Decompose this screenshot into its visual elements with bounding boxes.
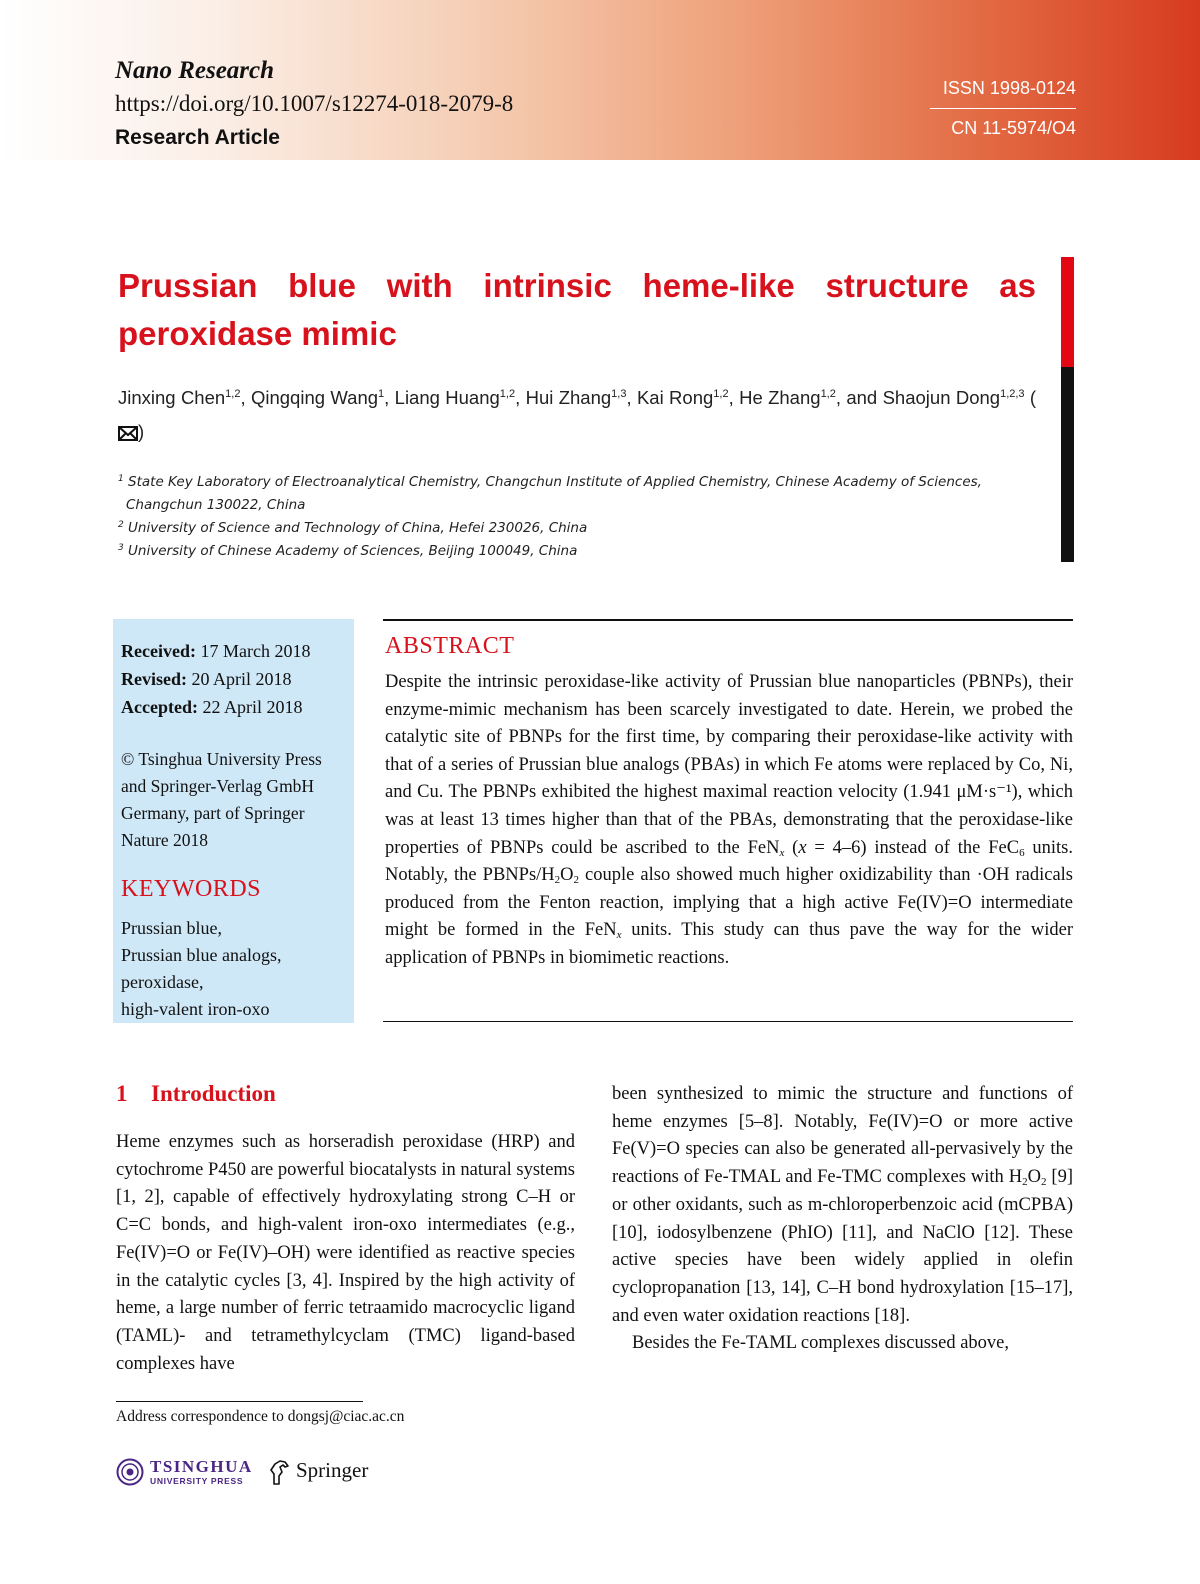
abstract-top-rule bbox=[383, 619, 1073, 621]
cn-number: CN 11-5974/O4 bbox=[951, 118, 1076, 138]
intro-right-column: been synthesized to mimic the structure and functions of heme enzymes [5–8]. Notably, Fe(IV)=O or more active Fe(V)=O species can also be generated all-pervasively by the reactions of Fe-TMAL and Fe-TMC complexes with $H_2O_2$ [9] or other oxidants, such as m-chloroperbenzoic acid (mCPBA) [10], iodosylbenzene (PhIO) [11], and NaClO [12]. These active species have been widely applied in olefin cyclopropanation [13, 14], C–H bond hydroxylation [15–17], and even water oxidation reactions [18]. Besides the Fe-TAML complexes discussed above, bbox=[612, 1084, 1073, 1354]
author: Hui Zhang bbox=[525, 387, 612, 408]
journal-header bbox=[0, 0, 1200, 160]
abstract-heading: ABSTRACT bbox=[385, 633, 515, 659]
side-accent-black bbox=[1061, 367, 1074, 562]
abstract-bottom-rule bbox=[383, 1021, 1073, 1022]
issn: ISSN 1998-0124 bbox=[942, 78, 1076, 98]
abstract-text: Despite the intrinsic peroxidase-like activity of Prussian blue nanoparticles (PBNPs), their enzyme-mimic mechanism has been scarcely investigated to date. Herein, we probed the catalytic site of PBNPs for the first time, by comparing their peroxidase-like activity with that of a series of Prussian blue analogs (PBAs) in which Fe atoms were replaced by Co, Ni, and Cu. The PBNPs exhibited the highest maximal reaction velocity (1.941 μM·s⁻¹), which was at least 13 times higher than that of the PBAs, demonstrating that the peroxidase-like properties of PBNPs could be ascribed to the FeN$_x$ (x = 4–6) instead of the FeC$_6$ units. Notably, the PBNPs/$H_2O_2$ couple also showed much higher oxidizability than ·OH radicals produced from the Fenton reaction, implying that a high active Fe(IV)=O intermediate might be formed in the FeN$_x$ units. This study can thus pave the way for the wider application of PBNPs in biomimetic reactions. bbox=[385, 672, 1073, 968]
author-affiliation: 1,2 bbox=[820, 388, 836, 400]
affiliation-item: $^1$ State Key Laboratory of Electroanalytical Chemistry, Changchun Institute of Applied Chemistry, Chinese Academy of Sciences, Changchun 130022, China bbox=[118, 474, 982, 513]
article-dates: Received: 17 March 2018 Revised: 20 April 2018 Accepted: 22 April 2018 bbox=[121, 641, 311, 717]
article-type: Research Article bbox=[115, 126, 280, 149]
author: He Zhang bbox=[739, 387, 821, 408]
article-title: Prussian blue with intrinsic heme-like structure as peroxidase mimic bbox=[118, 267, 1036, 352]
revised-date: 20 April 2018 bbox=[191, 669, 292, 689]
author-affiliation: 1,3 bbox=[611, 388, 627, 400]
journal-name: Nano Research bbox=[115, 57, 275, 84]
side-accent-red bbox=[1061, 257, 1074, 367]
keyword: Prussian blue, bbox=[121, 918, 222, 938]
copyright-notice: © Tsinghua University Press and Springer-Verlag GmbH Germany, part of Springer Nature 2018 bbox=[121, 749, 322, 850]
author-affiliation: 1,2,3 bbox=[1000, 388, 1025, 400]
keywords-list bbox=[121, 915, 281, 1023]
author: Shaojun Dong bbox=[882, 387, 1001, 408]
author: Kai Rong bbox=[636, 387, 714, 408]
affiliations bbox=[118, 471, 1038, 563]
author: Jinxing Chen bbox=[118, 387, 226, 408]
envelope-icon[interactable] bbox=[118, 426, 138, 441]
author-affiliation: 1,2 bbox=[713, 388, 729, 400]
author: Qingqing Wang bbox=[250, 387, 379, 408]
correspondence-footnote: Address correspondence to dongsj@ciac.ac.cn bbox=[116, 1408, 405, 1425]
keyword: high-valent iron-oxo bbox=[121, 999, 270, 1019]
author-affiliation: 1 bbox=[378, 388, 385, 400]
affiliation-item: $^2$ University of Science and Technology of China, Hefei 230026, China bbox=[118, 520, 588, 536]
tsinghua-emblem-icon bbox=[116, 1458, 144, 1486]
author-conjunction: and bbox=[846, 387, 878, 408]
doi-link[interactable]: https://doi.org/10.1007/s12274-018-2079-8 bbox=[115, 91, 514, 116]
section-heading-introduction: 1 Introduction bbox=[116, 1081, 276, 1106]
springer-horse-icon bbox=[268, 1458, 292, 1486]
author-list: Jinxing Chen$^{1,2}$, Qingqing Wang$^1$, Liang Huang$^{1,2}$, Hui Zhang$^{1,3}$, Kai Rong$^{1,2}$, He Zhang$^{1,2}$, and Shaojun Dong$^{1,2,3}$ () bbox=[118, 387, 1037, 442]
received-date: 17 March 2018 bbox=[200, 641, 311, 661]
footnote-rule bbox=[116, 1401, 363, 1402]
author: Liang Huang bbox=[394, 387, 500, 408]
author-affiliation: 1,2 bbox=[225, 388, 241, 400]
affiliation-item: $^3$ University of Chinese Academy of Sciences, Beijing 100049, China bbox=[118, 543, 578, 559]
accepted-date: 22 April 2018 bbox=[202, 697, 303, 717]
article-info-box bbox=[113, 619, 354, 1023]
author-affiliation: 1,2 bbox=[499, 388, 516, 400]
keywords-heading: KEYWORDS bbox=[121, 876, 261, 902]
keyword: Prussian blue analogs, bbox=[121, 945, 282, 965]
keyword: peroxidase, bbox=[121, 972, 204, 992]
issn-divider bbox=[930, 108, 1076, 109]
intro-left-column: Heme enzymes such as horseradish peroxidase (HRP) and cytochrome P450 are powerful biocatalysts in natural systems [1, 2], capable of effectively hydroxylating strong C–H or C=C bonds, and high-valent iron-oxo intermediates (e.g., Fe(IV)=O or Fe(IV)–OH) were identified as reactive species in the catalytic cycles [3, 4]. Inspired by the high activity of heme, a large number of ferric tetraamido macrocyclic ligand (TAML)- and tetramethylcyclam (TMC) ligand-based complexes have bbox=[116, 1132, 575, 1374]
